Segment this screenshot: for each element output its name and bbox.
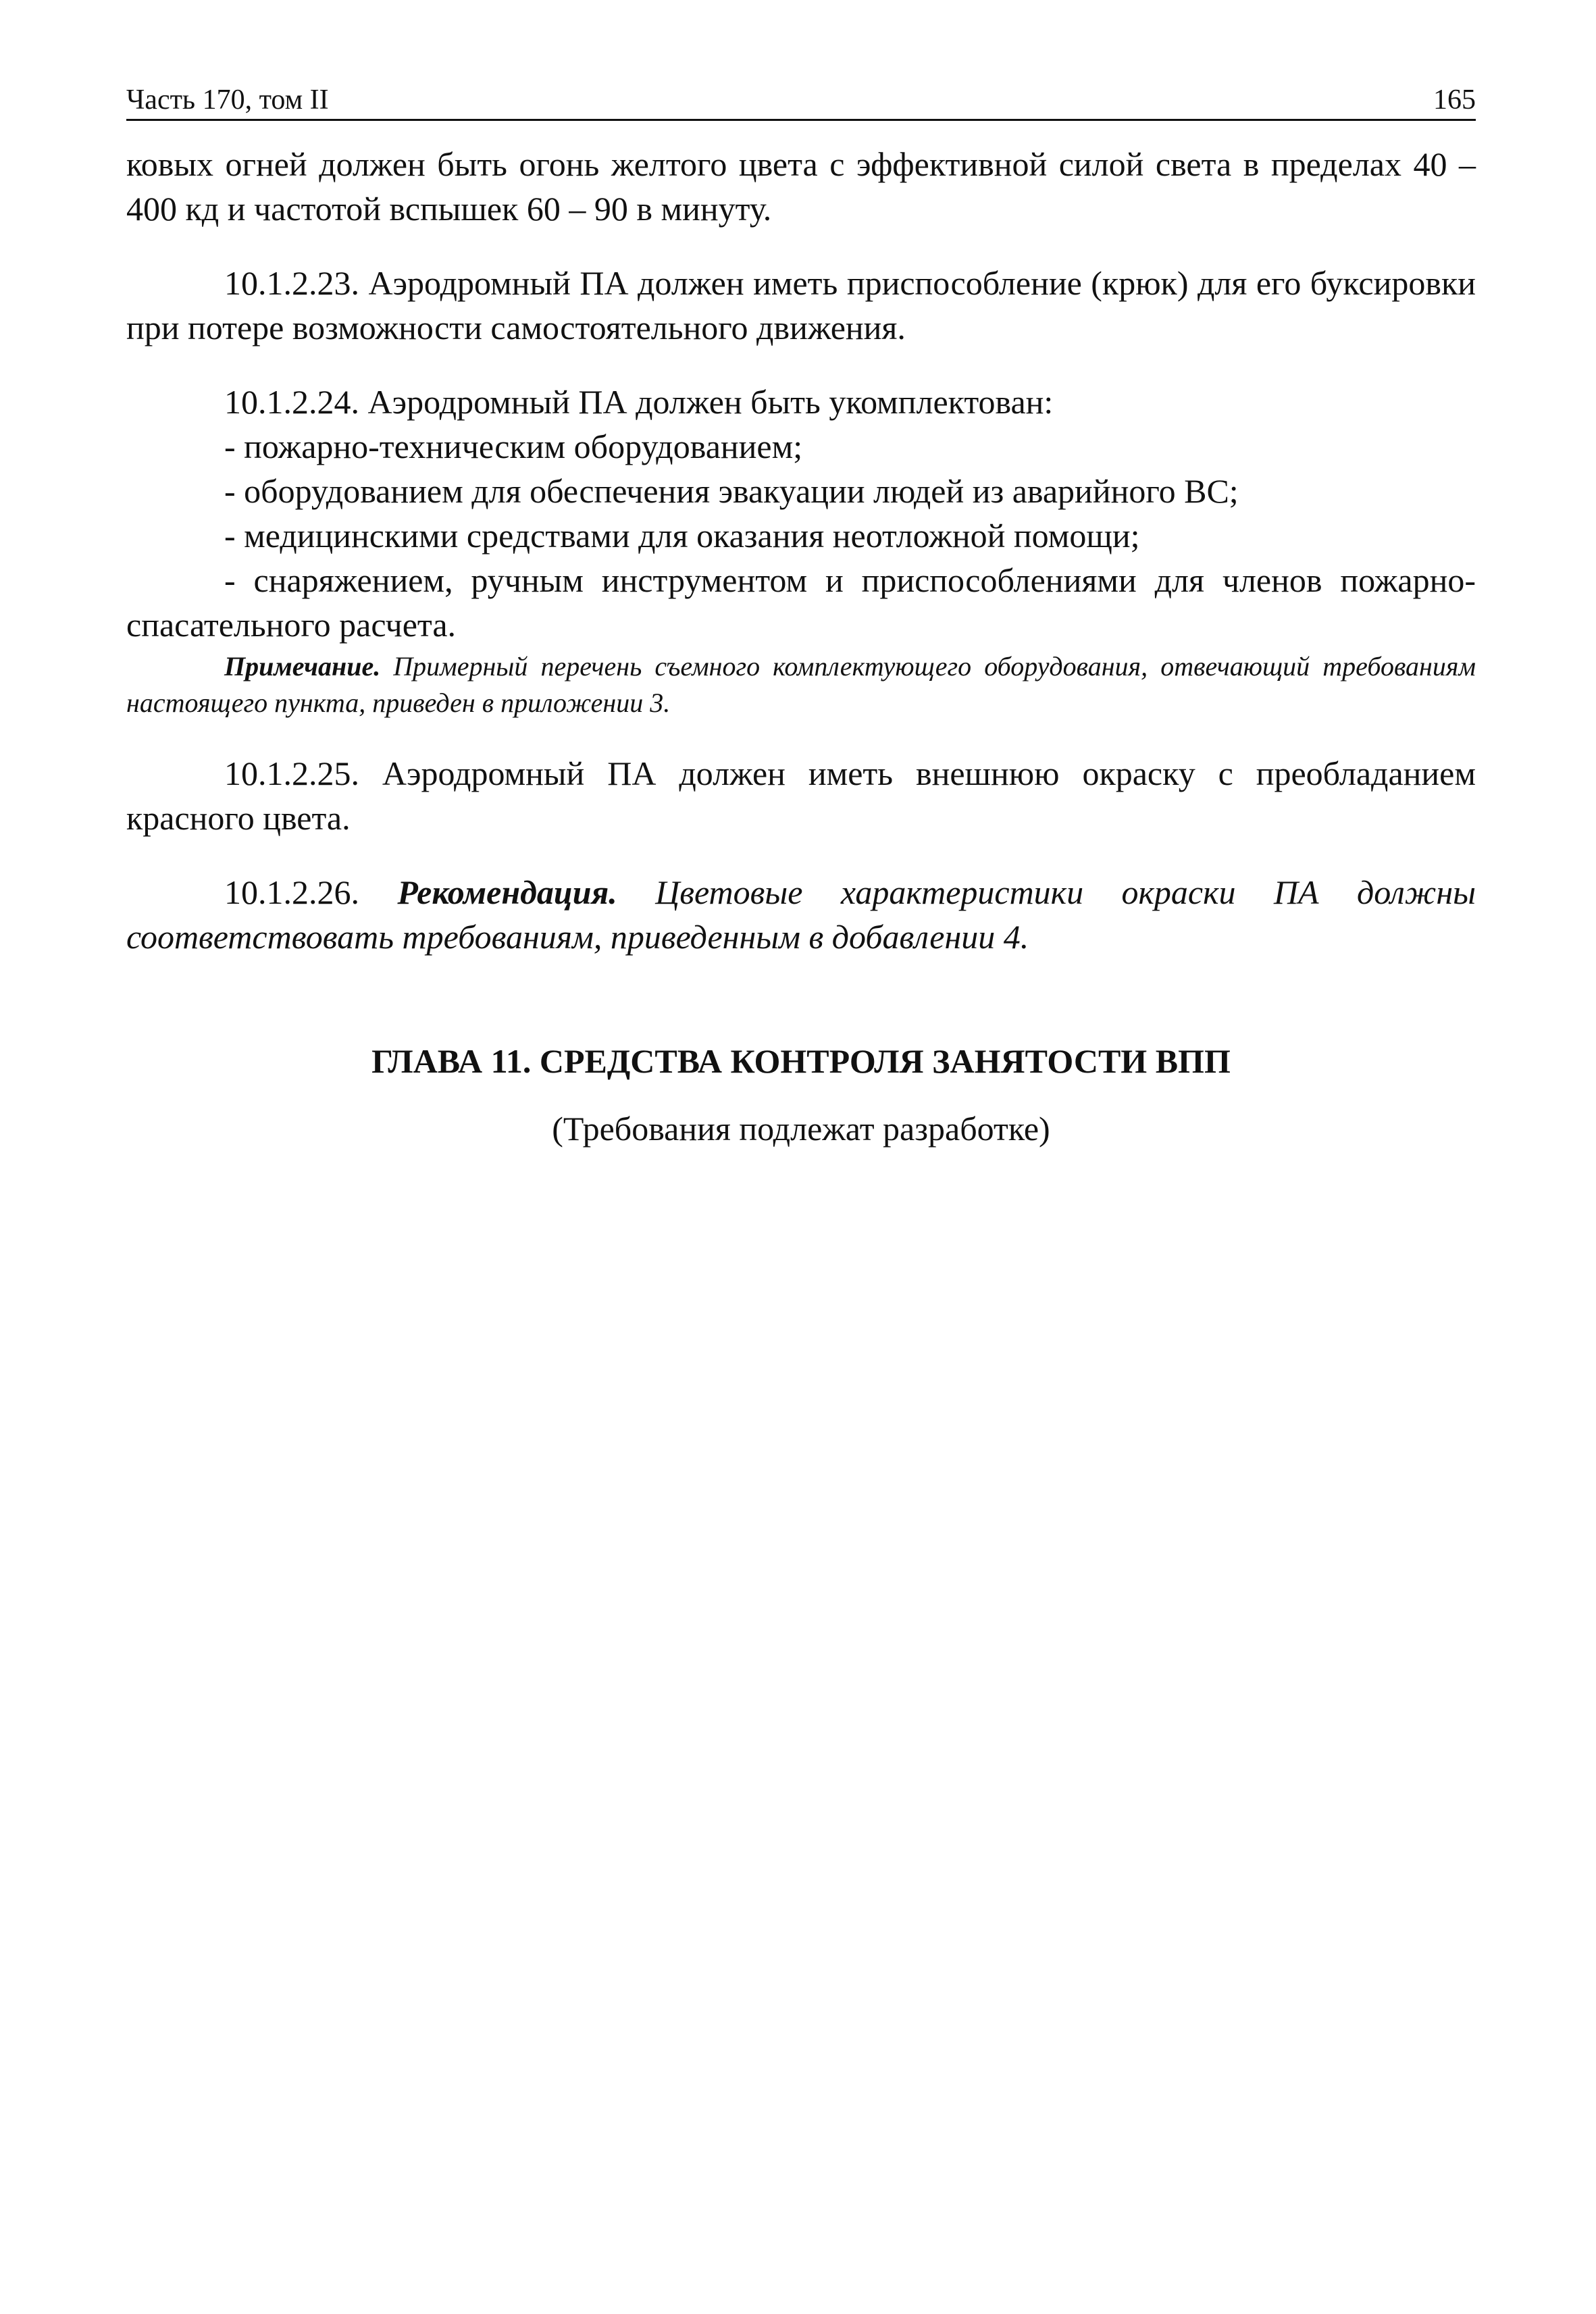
page-header (126, 80, 1476, 120)
note-paragraph (126, 648, 1476, 721)
page-number: 165 (1433, 84, 1476, 115)
note-text: Примерный перечень съемного комплектующего оборудования, отвечающий требованиям настоящего пункта, приведен в приложении 3. (126, 651, 1476, 718)
chapter-subtitle: (Требования подлежат разработке) (552, 1110, 1050, 1148)
list-item: - снаряжением, ручным инструментом и приспособлениями для членов пожарно-спасательного расчета. (126, 561, 1476, 644)
clause-10-1-2-24-intro: 10.1.2.24. Аэродромный ПА должен быть укомплектован: (224, 383, 1054, 421)
recommendation-label: Рекомендация. (397, 873, 617, 911)
chapter-title: ГЛАВА 11. СРЕДСТВА КОНТРОЛЯ ЗАНЯТОСТИ ВПП (371, 1042, 1231, 1080)
recommendation-text: Цветовые характеристики окраски ПА должны соответствовать требованиям, приведенным в добавлении 4. (126, 873, 1476, 956)
list-item: - пожарно-техническим оборудованием; (224, 428, 803, 465)
clause-10-1-2-24-list (126, 424, 1476, 647)
note-label: Примечание. (224, 651, 381, 682)
running-header-title: Часть 170, том II (126, 84, 329, 115)
continuation-paragraph: ковых огней должен быть огонь желтого цвета с эффективной силой света в пределах 40 – 400 кд и частотой вспышек 60 – 90 в минуту. (126, 145, 1476, 228)
list-item: - медицинскими средствами для оказания неотложной помощи; (224, 517, 1140, 555)
list-item: - оборудованием для обеспечения эвакуации людей из аварийного ВС; (224, 472, 1239, 510)
clause-10-1-2-26 (126, 870, 1476, 959)
clause-10-1-2-23: 10.1.2.23. Аэродромный ПА должен иметь приспособление (крюк) для его буксировки при потере возможности самостоятельного движения. (126, 264, 1476, 346)
clause-number: 10.1.2.26. (224, 873, 359, 911)
page-body (126, 142, 1476, 1151)
header-rule (126, 119, 1476, 121)
clause-10-1-2-25: 10.1.2.25. Аэродромный ПА должен иметь внешнюю окраску с преобладанием красного цвета. (126, 754, 1476, 837)
